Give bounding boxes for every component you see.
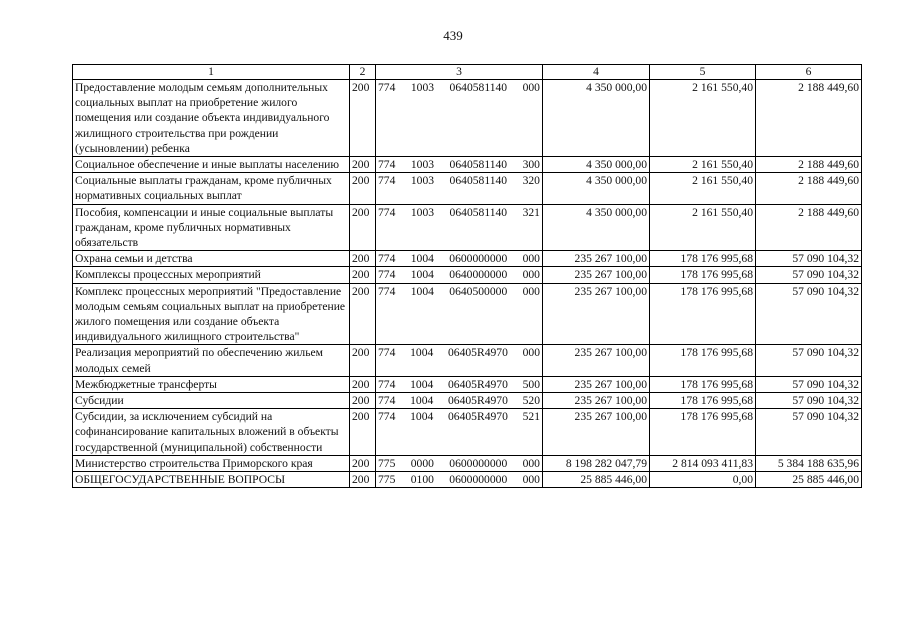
row-expense-type-code: 000 <box>522 456 540 470</box>
row-value-col6: 2 188 449,60 <box>756 80 862 157</box>
row-code-3 <box>376 393 543 409</box>
column-header: 6 <box>756 65 862 80</box>
row-expense-type-code: 000 <box>522 473 540 487</box>
row-target-code: 0640000000 <box>449 268 508 282</box>
row-name: Социальное обеспечение и иные выплаты населению <box>73 157 350 173</box>
row-section-code: 1004 <box>410 394 434 408</box>
row-value-col6: 57 090 104,32 <box>756 283 862 345</box>
row-section-code: 1003 <box>410 174 435 188</box>
row-expense-type-code: 300 <box>522 158 540 172</box>
row-value-col4: 4 350 000,00 <box>543 80 650 157</box>
row-section-code: 0000 <box>410 456 434 470</box>
row-code-3 <box>376 80 543 157</box>
row-code-2: 200 <box>350 472 376 488</box>
row-value-col4: 235 267 100,00 <box>543 251 650 267</box>
row-ved-code: 774 <box>378 268 396 282</box>
row-section-code: 1004 <box>410 268 434 282</box>
row-target-code: 0600000000 <box>449 473 508 487</box>
row-value-col6: 57 090 104,32 <box>756 251 862 267</box>
row-value-col6: 2 188 449,60 <box>756 173 862 204</box>
row-value-col4: 235 267 100,00 <box>543 393 650 409</box>
row-code-3 <box>376 376 543 392</box>
row-expense-type-code: 000 <box>522 81 540 94</box>
row-code-2: 200 <box>350 393 376 409</box>
column-header: 2 <box>350 65 376 80</box>
row-code-3 <box>376 345 543 376</box>
row-section-code: 1004 <box>410 377 434 391</box>
row-value-col4: 8 198 282 047,79 <box>543 455 650 471</box>
row-ved-code: 774 <box>378 252 396 266</box>
budget-table <box>72 64 862 488</box>
row-target-code: 06405R4970 <box>447 377 508 391</box>
row-expense-type-code: 520 <box>522 394 540 408</box>
row-value-col5: 178 176 995,68 <box>650 283 756 345</box>
row-code-3 <box>376 409 543 456</box>
row-value-col5: 0,00 <box>650 472 756 488</box>
row-value-col4: 235 267 100,00 <box>543 409 650 456</box>
row-value-col5: 178 176 995,68 <box>650 376 756 392</box>
row-value-col5: 2 814 093 411,83 <box>650 455 756 471</box>
row-ved-code: 774 <box>378 346 396 360</box>
row-value-col6: 57 090 104,32 <box>756 267 862 283</box>
row-value-col4: 235 267 100,00 <box>543 283 650 345</box>
row-target-code: 06405R4970 <box>447 346 508 360</box>
row-code-3 <box>376 283 543 345</box>
row-expense-type-code: 521 <box>522 410 540 424</box>
row-code-2: 200 <box>350 345 376 376</box>
row-value-col6: 25 885 446,00 <box>756 472 862 488</box>
row-value-col6: 2 188 449,60 <box>756 204 862 251</box>
row-value-col4: 4 350 000,00 <box>543 173 650 204</box>
row-value-col5: 2 161 550,40 <box>650 173 756 204</box>
row-expense-type-code: 000 <box>522 252 540 266</box>
row-code-2: 200 <box>350 157 376 173</box>
row-ved-code: 774 <box>378 174 396 188</box>
row-value-col5: 178 176 995,68 <box>650 251 756 267</box>
row-value-col5: 178 176 995,68 <box>650 393 756 409</box>
row-ved-code: 775 <box>378 456 396 470</box>
table-row <box>73 393 862 409</box>
row-code-2: 200 <box>350 376 376 392</box>
row-value-col5: 178 176 995,68 <box>650 267 756 283</box>
row-target-code: 06405R4970 <box>447 410 508 424</box>
row-ved-code: 774 <box>378 410 396 424</box>
row-value-col4: 235 267 100,00 <box>543 376 650 392</box>
row-name: Реализация мероприятий по обеспечению жильем молодых семей <box>73 345 350 376</box>
row-section-code: 1003 <box>410 205 435 219</box>
row-ved-code: 774 <box>378 81 396 94</box>
row-ved-code: 774 <box>378 158 396 172</box>
row-code-3 <box>376 472 543 488</box>
row-target-code: 0640500000 <box>449 284 508 298</box>
row-target-code: 0640581140 <box>449 81 508 94</box>
table-row <box>73 409 862 456</box>
row-ved-code: 775 <box>378 473 396 487</box>
table-row <box>73 267 862 283</box>
page-number: 439 <box>443 28 463 43</box>
row-ved-code: 774 <box>378 205 396 219</box>
row-expense-type-code: 320 <box>522 174 540 188</box>
row-ved-code: 774 <box>378 377 396 391</box>
row-name: Социальные выплаты гражданам, кроме публичных нормативных социальных выплат <box>73 173 350 204</box>
row-section-code: 1003 <box>410 81 435 94</box>
row-value-col6: 57 090 104,32 <box>756 393 862 409</box>
table-row <box>73 80 862 157</box>
row-section-code: 1003 <box>410 158 435 172</box>
row-value-col5: 178 176 995,68 <box>650 345 756 376</box>
row-section-code: 0100 <box>410 473 434 487</box>
row-value-col6: 5 384 188 635,96 <box>756 455 862 471</box>
row-code-3 <box>376 157 543 173</box>
row-code-3 <box>376 204 543 251</box>
row-target-code: 0600000000 <box>449 456 508 470</box>
row-value-col5: 2 161 550,40 <box>650 80 756 157</box>
row-code-3 <box>376 251 543 267</box>
row-name: ОБЩЕГОСУДАРСТВЕННЫЕ ВОПРОСЫ <box>73 472 350 488</box>
table-row <box>73 345 862 376</box>
row-name: Субсидии <box>73 393 350 409</box>
row-name: Предоставление молодым семьям дополнительных социальных выплат на приобретение жилого помещения или создание объекта индивидуального жилищного строительства при рождении (усыновлении) ребенка <box>73 80 350 157</box>
row-name: Комплекс процессных мероприятий "Предоставление молодым семьям социальных выплат на приобретение жилого помещения или создание объекта индивидуального жилищного строительства" <box>73 283 350 345</box>
table-row <box>73 251 862 267</box>
row-code-2: 200 <box>350 173 376 204</box>
row-expense-type-code: 500 <box>522 377 540 391</box>
row-code-2: 200 <box>350 267 376 283</box>
row-code-2: 200 <box>350 283 376 345</box>
row-value-col4: 4 350 000,00 <box>543 204 650 251</box>
table-row <box>73 173 862 204</box>
column-header: 4 <box>543 65 650 80</box>
row-target-code: 0600000000 <box>449 252 508 266</box>
row-value-col6: 57 090 104,32 <box>756 345 862 376</box>
row-value-col6: 2 188 449,60 <box>756 157 862 173</box>
row-code-2: 200 <box>350 251 376 267</box>
row-code-3 <box>376 455 543 471</box>
row-code-3 <box>376 267 543 283</box>
row-target-code: 0640581140 <box>449 205 508 219</box>
column-header: 1 <box>73 65 350 80</box>
row-ved-code: 774 <box>378 284 396 298</box>
row-value-col6: 57 090 104,32 <box>756 409 862 456</box>
row-value-col5: 178 176 995,68 <box>650 409 756 456</box>
table-row <box>73 204 862 251</box>
row-value-col6: 57 090 104,32 <box>756 376 862 392</box>
row-name: Пособия, компенсации и иные социальные выплаты гражданам, кроме публичных нормативных обязательств <box>73 204 350 251</box>
row-name: Министерство строительства Приморского края <box>73 455 350 471</box>
row-ved-code: 774 <box>378 394 396 408</box>
row-expense-type-code: 000 <box>522 268 540 282</box>
row-name: Охрана семьи и детства <box>73 251 350 267</box>
table-row <box>73 472 862 488</box>
table-row <box>73 157 862 173</box>
row-name: Межбюджетные трансферты <box>73 376 350 392</box>
row-value-col5: 2 161 550,40 <box>650 204 756 251</box>
row-code-3 <box>376 173 543 204</box>
row-expense-type-code: 000 <box>522 346 540 360</box>
row-target-code: 06405R4970 <box>447 394 508 408</box>
row-expense-type-code: 321 <box>522 205 540 219</box>
row-expense-type-code: 000 <box>522 284 540 298</box>
row-value-col4: 4 350 000,00 <box>543 157 650 173</box>
row-value-col4: 25 885 446,00 <box>543 472 650 488</box>
row-section-code: 1004 <box>410 346 434 360</box>
row-code-2: 200 <box>350 204 376 251</box>
row-code-2: 200 <box>350 409 376 456</box>
column-number-header-row <box>73 65 862 80</box>
row-value-col4: 235 267 100,00 <box>543 267 650 283</box>
row-name: Субсидии, за исключением субсидий на софинансирование капитальных вложений в объекты государственной (муниципальной) собственности <box>73 409 350 456</box>
row-target-code: 0640581140 <box>449 174 508 188</box>
row-section-code: 1004 <box>410 410 434 424</box>
column-header: 5 <box>650 65 756 80</box>
row-target-code: 0640581140 <box>449 158 508 172</box>
table-row <box>73 283 862 345</box>
row-code-2: 200 <box>350 455 376 471</box>
column-header: 3 <box>376 65 543 80</box>
row-name: Комплексы процессных мероприятий <box>73 267 350 283</box>
row-section-code: 1004 <box>410 252 434 266</box>
table-row <box>73 376 862 392</box>
row-section-code: 1004 <box>410 284 434 298</box>
row-code-2: 200 <box>350 80 376 157</box>
table-row <box>73 455 862 471</box>
row-value-col5: 2 161 550,40 <box>650 157 756 173</box>
row-value-col4: 235 267 100,00 <box>543 345 650 376</box>
